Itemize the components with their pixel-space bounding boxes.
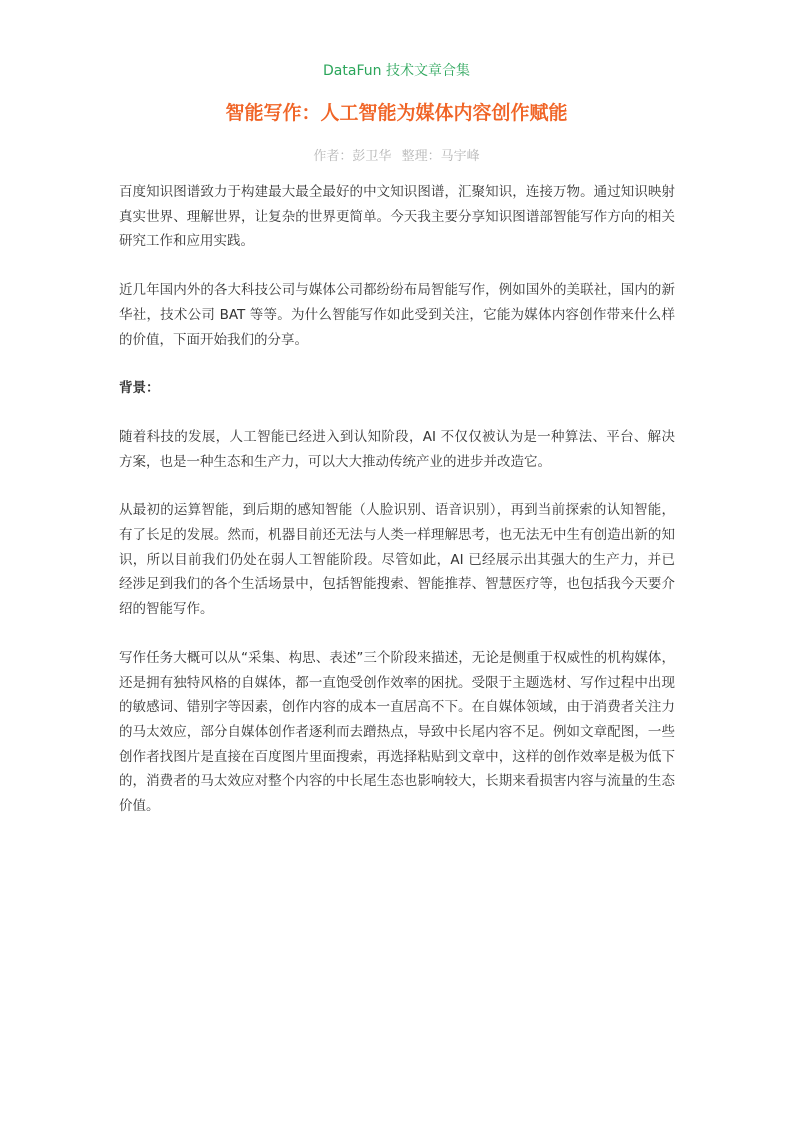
editor-credit: 整理：马宇峰 [401, 149, 480, 164]
author-credit: 作者：彭卫华 [313, 149, 392, 164]
paragraph-cognitive-intelligence: 从最初的运算智能，到后期的感知智能（人脸识别、语音识别），再到当前探索的认知智能，有了长足的发展。然而，机器目前还无法与人类一样理解思考，也无法无中生有创造出新的知识，所以目前我们仍处在弱人工智能阶段。尽管如此，AI 已经展示出其强大的生产力，并已经涉足到我们的各个生活场景中，包括智能搜索、智能推荐、智慧医疗等，也包括我今天要介绍的智能写作。 [119, 502, 675, 618]
article-body [119, 180, 675, 843]
paragraph-intro: 百度知识图谱致力于构建最大最全最好的中文知识图谱，汇聚知识，连接万物。通过知识映射真实世界、理解世界，让复杂的世界更简单。今天我主要分享知识图谱部智能写作方向的相关研究工作和应用实践。 [119, 184, 675, 250]
byline [0, 146, 793, 168]
paragraph-ai-development: 随着科技的发展，人工智能已经进入到认知阶段，AI 不仅仅被认为是一种算法、平台、解决方案，也是一种生态和生产力，可以大大推动传统产业的进步并改造它。 [119, 428, 675, 470]
collection-label: DataFun 技术文章合集 [323, 63, 470, 79]
section-heading-background: 背景： [119, 380, 160, 397]
paragraph-industry: 近几年国内外的各大科技公司与媒体公司都纷纷布局智能写作，例如国外的美联社，国内的新华社，技术公司 BAT 等等。为什么智能写作如此受到关注，它能为媒体内容创作带来什么样的价值，下面开始我们的分享。 [119, 282, 675, 348]
paragraph-writing-task: 写作任务大概可以从“采集、构思、表述”三个阶段来描述，无论是侧重于权威性的机构媒体，还是拥有独特风格的自媒体，都一直饱受创作效率的困扰。受限于主题选材、写作过程中出现的敏感词、错别字等因素，创作内容的成本一直居高不下。在自媒体领域，由于消费者关注力的马太效应，部分自媒体创作者逐利而去蹭热点，导致中长尾内容不足。例如文章配图，一些创作者找图片是直接在百度图片里面搜索，再选择粘贴到文章中，这样的创作效率是极为低下的，消费者的马太效应对整个内容的中长尾生态也影响较大，长期来看损害内容与流量的生态价值。 [119, 649, 675, 815]
article-title: 智能写作：人工智能为媒体内容创作赋能 [225, 102, 568, 124]
